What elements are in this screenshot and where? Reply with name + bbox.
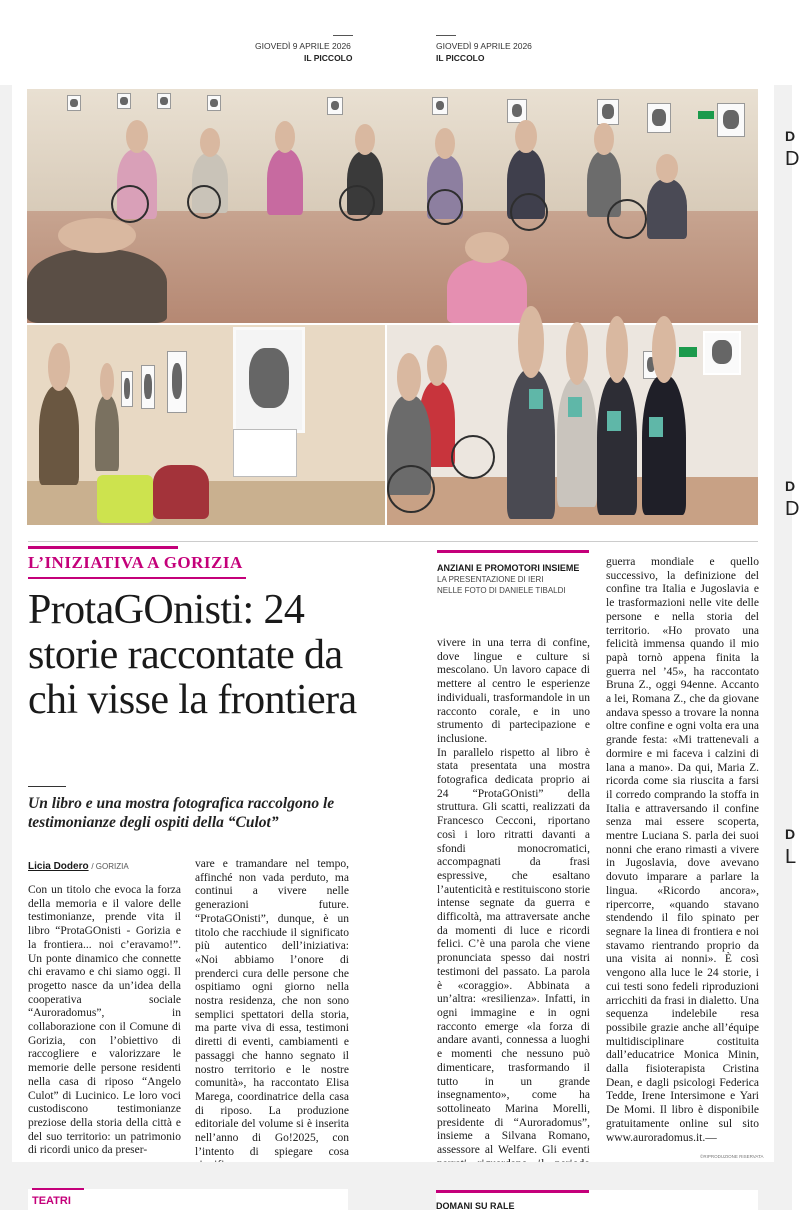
kicker-rule [28,546,178,549]
author: Licia Dodero [28,861,89,872]
article-kicker: L’INIZIATIVA A GORIZIA [28,553,243,572]
adjacent-kicker-teatri: TEATRI [32,1195,71,1207]
headline: ProtaGOnisti: 24 storie raccontate da chi visse la frontiera [28,587,357,723]
kicker-underline [28,577,246,579]
caption-line-1: LA PRESENTAZIONE DI IERI [437,575,544,584]
deck-rule [28,786,66,787]
article-column-1: Con un titolo che evoca la forza della memoria e il valore delle testimonianze, prende vita il libro “ProtaGOnisti - Gorizia e la frontiera... noi c’eravamo!”. Un ponte dinamico che connette chi eravamo e chi siamo oggi. Il progetto nasce da un’idea della cooperativa sociale “Auroradomus”, in collaborazione con il Comune di Gorizia, con l’obiettivo di raccogliere e valorizzare le memorie delle persone residenti nella casa di riposo “Angelo Culot” di Lucinico. Le loro voci custodiscono testimonianze preziose della storia della città e del suo territorio: un patrimonio di ricordi unico da preser- [28,884,181,1157]
adjacent-kicker-domani: DOMANI SU RALE [436,1201,515,1211]
photo-corridor-portraits [27,325,385,525]
caption-title: ANZIANI E PROMOTORI INSIEME [437,563,580,573]
page-header [0,0,792,85]
caption-rule [437,550,589,553]
right-margin [774,85,792,1162]
byline-place: / GORIZIA [91,862,129,871]
byline [28,861,129,872]
caption-line-2: NELLE FOTO DI DANIELE TIBALDI [437,586,566,595]
article-column-2: vare e tramandare nel tempo, affinché non vada perduto, ma continui a vivere nelle generazioni future. “ProtaGOnisti”, dunque, è un titolo che racchiude il significato più autentico dell’iniziativa: «Noi abbiamo l’onore di prenderci cura delle persone che ospitiamo ogni giorno nella nostra residenza, che non sono semplici spettatori della storia, ma parte viva di essa, testimoni diretti di eventi, cambiamenti e passaggi che hanno segnato il nostro territorio e le nostre comunità», ha raccontato Elisa Marega, coordinatrice della casa di riposo. La produzione editoriale del volume si è inserita nell’anno di Go!2025, con l’intento di spiegare cosa [195,858,349,1158]
bottom-band [0,1162,792,1210]
adjacent-page-edge: D [785,128,796,144]
photo-caption [437,563,597,596]
photo-promoters [387,325,758,525]
article-column-4: guerra mondiale e quello successivo, la definizione del confine tra Italia e Jugoslavia e le trasformazioni nelle vite delle persone e nella storia del territorio. «Ho provato una felicità immensa quando il mio papà tornò appena finita la guerra nel ’45», ha raccontato Bruna Z., oggi 94enne. Accanto a lei, Romana Z., che da giovane andava spesso a trovare la nonna oltre confine e ogni volta era una grande festa: «Mi trattenevali a dormire e mi faceva i calzini di lana a mano». Da qui, Maria Z. ricorda come sia riuscita a farsi il corredo comprando la stoffa in Italia e attraversando il confine senza mai essere scoperta, mentre Luciana S. parla dei suoi nonni che erano rimasti a vivere in Jugoslavia, dove avevano dovuto imparare a parlare la lingua. «Ricordo ancora», ripercorre, «quando stavano stendendo il filo spinato per segnare la linea di frontiera e noi stavamo rientrando proprio da una visita ai nonni». È così vengono alla luce le 24 storie, i cui testi sono fedeli riproduzioni arricchiti da frasi in dialetto. Una sequenza indelebile resa possibile grazie anche all’équipe multidisciplinare costituita dall’educatrice Monica Minin, dalla fisioterapista Cristina Dean, e dagli psicologi Federica Tedde, Irene Intersimone e Yari De Momi. Il libro è disponibile gratuitamente online sul sito www.auroradomus.it.— [606,556,759,1144]
folio-right: GIOVEDÌ 9 APRILE 2026 IL PICCOLO [436,35,532,64]
folio-left: GIOVEDÌ 9 APRILE 2026 IL PICCOLO [255,35,353,64]
copyright-note: ©RIPRODUZIONE RISERVATA [700,1154,764,1159]
photo-group-hall [27,89,758,323]
left-margin [0,85,12,1162]
deck: Un libro e una mostra fotografica raccolgono le testimonianze degli ospiti della “Culot” [28,795,335,831]
article-column-3: vivere in una terra di confine, dove lingue e culture si mescolano. Un lavoro capace di mettere al centro le esperienze individuali, trasformandole in un racconto corale, e in uno strumento di partecipazione e inclusione. In parallelo rispetto al libro è stata presentata una mostra fotografica dedicata proprio ai 24 “ProtaGOnisti” della struttura. Gli scatti, realizzati da Francesco Cecconi, riportano così i loro ritratti davanti a sfondi monocromatici, accompagnati da frasi espressive, che esaltano l’autenticità e restituiscono storie intense segnate da guerra e difficoltà, ma attraversate anche da momenti di luce e ricordi felici. C’è una parola che viene pronunciata spesso dai nostri testimoni del passato. La parola è «coraggio». Abbinata a un’altra: «resilienza». Infatti, in ogni immagine e in ogni racconto emerge «la forza di andare avanti, connessa a luoghi e momenti che nessuno può dimenticare, trasformando il tutto in un grande insegnamento», come ha sottolineato Marina Morelli, presidente di “Auroradomus”, insieme a Silvana Romano, assessore al Welfare. Gli eventi [437,637,590,1157]
section-rule [28,541,758,542]
